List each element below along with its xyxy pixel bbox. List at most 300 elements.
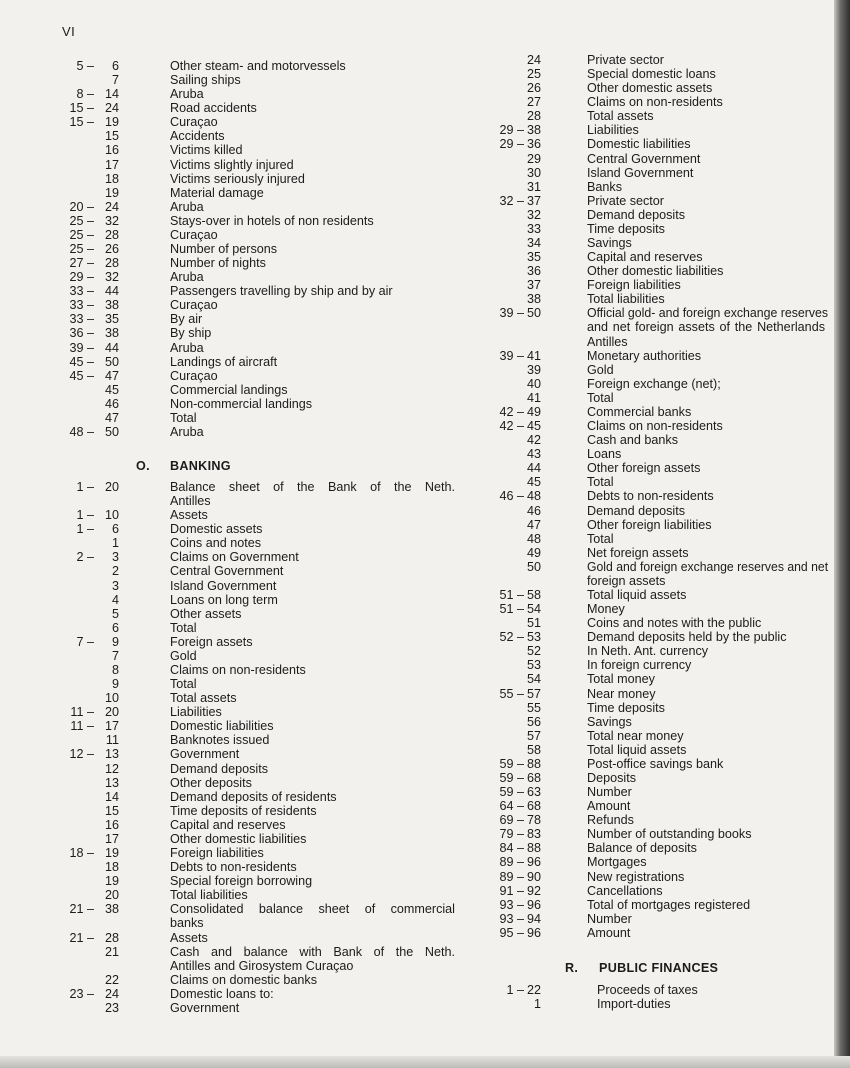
table-number-to: 47 [526,517,541,532]
table-number-to: 9 [111,634,119,649]
table-number-from: 7 – [76,634,94,649]
entry-title: Island Government [587,165,694,180]
entry-title: Passengers travelling by ship and by air [170,284,393,299]
entry-title: Other domestic assets [587,81,713,96]
table-number-from: 36 – [69,326,94,341]
table-number-to: 16 [104,143,119,158]
entry-title: Curaçao [170,298,218,313]
table-number-to: 3 [111,550,119,565]
toc-right-column-part-1 [0,53,850,940]
toc-entry [0,391,850,405]
table-number-from: 84 – [499,841,524,856]
table-number-to: 54 [526,672,541,687]
table-number-to: 6 [111,59,119,73]
toc-entry [0,109,850,123]
table-number-to: 35 [104,312,119,327]
table-number-from: 11 – [70,705,94,720]
toc-entry [0,841,850,855]
table-number-from: 12 – [69,747,94,762]
table-number-to: 19 [104,115,119,130]
table-number-to: 8 [111,663,119,678]
entry-title: foreign assets [587,573,666,588]
toc-entry [0,152,850,166]
table-number-to: 31 [526,179,541,194]
entry-title: Number [587,785,632,800]
table-number-from: 93 – [499,911,524,926]
toc-entry [0,320,850,334]
toc-entry [0,602,850,616]
section-title: PUBLIC FINANCES [599,961,719,975]
table-number-to: 44 [104,284,119,299]
table-number-to: 19 [104,185,119,200]
toc-entry [0,884,850,898]
entry-title: Private sector [587,193,664,208]
table-number-from: 93 – [499,897,524,912]
toc-entry [0,771,850,785]
table-number-to: 43 [526,447,541,462]
toc-entry [0,194,850,208]
toc-entry [0,687,850,701]
entry-title: Special domestic loans [587,67,716,82]
table-number-to: 24 [104,101,119,116]
toc-entry [0,264,850,278]
entry-title: Claims on non-residents [587,95,723,110]
table-number-to: 12 [104,761,119,776]
entry-title: Refunds [587,813,634,828]
entry-title: Other steam- and motorvessels [170,59,346,73]
entry-title: Consolidated balance sheet of commercial [170,902,455,917]
table-number-to: 37 [526,278,541,293]
table-number-to: 9 [111,677,119,692]
toc-entry [0,588,850,602]
entry-title: Other foreign assets [587,461,701,476]
entry-title: Total of mortgages registered [587,897,751,912]
entry-title: Coins and notes with the public [587,616,762,631]
table-number-to: 42 [526,433,541,448]
entry-title: Post-office savings bank [587,756,724,771]
table-number-to: 52 [526,644,541,659]
entry-title: Demand deposits held by the public [587,630,787,645]
table-number-from: 42 – [499,404,524,419]
entry-title: New registrations [587,869,685,884]
entry-title: Accidents [170,129,225,144]
table-number-from: 45 – [69,354,94,369]
toc-entry [0,574,850,588]
toc-entry [0,532,850,546]
entry-title: Deposits [587,770,636,785]
toc-entry [0,419,850,433]
entry-title: Domestic assets [170,522,263,537]
entry-title: Coins and notes [170,536,262,551]
table-number-to: 11 [105,733,119,748]
table-number-to: 7 [111,648,119,663]
table-number-to: 28 [526,109,541,124]
toc-entry [0,222,850,236]
table-number-to: 13 [104,775,119,790]
toc-entry [0,715,850,729]
entry-title: Curaçao [170,115,218,130]
table-number-to: 68 [526,770,541,785]
table-number-to: 53 [526,658,541,673]
toc-entry [0,489,850,503]
entry-title: Victims slightly injured [170,157,294,172]
toc-entry [0,560,850,574]
toc-entry [0,208,850,222]
entry-title: Other foreign liabilities [587,517,712,532]
toc-entry [0,166,850,180]
toc-entry [0,945,480,959]
entry-title: Monetary authorities [587,348,702,363]
toc-entry [0,475,850,489]
table-number-from: 32 – [499,193,524,208]
table-number-to: 25 [526,67,541,82]
entry-title: Demand deposits [587,207,686,222]
entry-title: Foreign liabilities [170,846,264,861]
entry-title: Demand deposits [170,761,269,776]
table-number-from: 15 – [69,115,94,130]
table-number-from: 64 – [499,799,524,814]
entry-title: Road accidents [170,101,257,116]
toc-entry [0,461,850,475]
toc-entry [0,616,850,630]
entry-title: Antilles [587,334,628,349]
toc-entry [0,855,850,869]
entry-title: Loans on long term [170,592,278,607]
toc-entry [0,630,850,644]
entry-title: Central Government [587,151,701,166]
table-number-to: 32 [526,207,541,222]
entry-title: Assets [170,930,208,945]
entry-title: Total [170,410,197,425]
entry-title: Material damage [170,185,264,200]
entry-title: Total [170,620,197,635]
table-number-to: 50 [526,306,541,321]
entry-title: Savings [587,236,632,251]
toc-entry [0,349,850,363]
toc-entry [0,799,850,813]
entry-title: Total [587,390,614,405]
toc-entry [0,95,850,109]
entry-title: By air [170,312,203,327]
entry-title: Number [587,911,632,926]
toc-entry [0,518,850,532]
entry-title: Sailing ships [170,73,241,88]
toc-entry [0,236,850,250]
entry-title: Claims on Government [170,550,299,565]
entry-title: Debts to non-residents [170,860,297,875]
table-number-to: 28 [104,930,119,945]
entry-title: Total [170,677,197,692]
table-number-from: 25 – [69,227,94,242]
entry-title: In foreign currency [587,658,692,673]
entry-title: Near money [587,686,656,701]
entry-title: Liabilities [587,123,639,138]
toc-entry [0,306,850,320]
table-number-to: 35 [526,250,541,265]
entry-title: Total [587,475,614,490]
entry-title: Claims on non-residents [587,419,723,434]
toc-entry [0,405,850,419]
entry-title: Curaçao [170,227,218,242]
table-number-from: 42 – [499,419,524,434]
entry-title: Domestic loans to: [170,986,274,1001]
toc-entry [0,137,850,151]
entry-title: Assets [170,508,208,523]
table-number-from: 59 – [499,785,524,800]
entry-title: Private sector [587,53,664,67]
table-number-to: 45 [526,419,541,434]
table-number-to: 27 [526,95,541,110]
toc-entry [0,959,480,973]
table-number-to: 21 [104,944,119,959]
table-number-to: 50 [104,354,119,369]
entry-title: Victims seriously injured [170,171,305,186]
toc-entry [0,180,850,194]
table-number-from: 1 – [76,480,94,494]
table-number-to: 19 [104,874,119,889]
entry-title: Time deposits [587,700,665,715]
toc-entry [0,827,850,841]
entry-title: Gold [170,648,197,663]
table-number-to: 16 [104,817,119,832]
entry-title: Capital and reserves [170,817,286,832]
table-number-to: 78 [526,813,541,828]
entry-title: Claims on non-residents [170,663,306,678]
entry-title: Other assets [170,606,242,621]
entry-title: Domestic liabilities [587,137,691,152]
table-number-to: 20 [104,705,119,720]
entry-title: Debts to non-residents [587,489,714,504]
page-binding-edge [834,0,850,1068]
table-number-to: 18 [104,860,119,875]
table-number-from: 55 – [499,686,524,701]
entry-title: Net foreign assets [587,545,689,560]
table-number-to: 17 [104,719,119,734]
table-number-to: 10 [104,508,119,523]
section-letter: O. [136,459,150,473]
toc-entry [0,377,850,391]
table-number-from: 8 – [76,87,94,102]
table-number-from: 51 – [499,602,524,617]
table-number-to: 5 [111,606,119,621]
table-number-to: 46 [526,503,541,518]
table-number-to: 32 [104,270,119,285]
table-number-to: 14 [104,87,119,102]
table-number-from: 11 – [70,719,94,734]
table-number-from: 33 – [69,312,94,327]
table-number-to: 96 [526,925,541,940]
table-number-from: 39 – [69,340,94,355]
table-number-to: 94 [526,911,541,926]
entry-title: and net foreign assets of the Netherlands [587,320,825,335]
table-number-to: 41 [526,348,541,363]
table-number-from: 2 – [76,550,94,565]
table-number-to: 26 [526,81,541,96]
entry-title: By ship [170,326,212,341]
toc-entry [0,335,850,349]
table-number-to: 90 [526,869,541,884]
entry-title: Antilles [170,494,211,509]
table-number-to: 20 [104,480,119,494]
table-number-to: 41 [526,390,541,405]
table-number-to: 38 [104,902,119,917]
entry-title: Foreign exchange (net); [587,376,721,391]
table-number-to: 38 [104,326,119,341]
entry-title: Victims killed [170,143,243,158]
entry-title: Import-duties [597,997,671,1012]
table-number-from: 1 – [76,522,94,537]
table-number-to: 45 [526,475,541,490]
table-number-to: 18 [104,171,119,186]
toc-entry [0,644,850,658]
table-number-to: 37 [526,193,541,208]
table-number-to: 28 [104,256,119,271]
toc-entry [0,785,850,799]
table-number-to: 45 [104,382,119,397]
entry-title: Island Government [170,578,277,593]
toc-entry [0,997,850,1011]
toc-entry [0,729,850,743]
toc-entry [0,672,850,686]
entry-title: Number of nights [170,256,266,271]
table-number-to: 44 [526,461,541,476]
table-number-to: 1 [533,997,541,1012]
entry-title: Mortgages [587,855,647,870]
entry-title: Official gold- and foreign exchange reserves [587,306,829,321]
toc-entry [0,123,850,137]
entry-title: Total liabilities [170,888,248,903]
entry-title: Aruba [170,270,204,285]
table-number-from: 59 – [499,756,524,771]
entry-title: Stays-over in hotels of non residents [170,213,374,228]
entry-title: Total assets [170,691,237,706]
table-number-to: 24 [104,199,119,214]
entry-title: Antilles and Girosystem Curaçao [170,958,354,973]
table-number-from: 20 – [69,199,94,214]
table-number-from: 59 – [499,770,524,785]
table-number-to: 6 [111,620,119,635]
table-number-from: 33 – [69,298,94,313]
entry-title: Proceeds of taxes [597,983,698,997]
entry-title: Number of persons [170,242,278,257]
table-number-from: 21 – [69,930,94,945]
table-number-to: 23 [104,1000,119,1015]
page-bottom-edge [0,1056,850,1068]
table-number-to: 38 [104,298,119,313]
table-number-to: 58 [526,587,541,602]
table-number-from: 29 – [69,270,94,285]
table-number-to: 20 [104,888,119,903]
entry-title: Commercial landings [170,382,288,397]
table-number-to: 39 [526,362,541,377]
entry-title: Total liquid assets [587,587,687,602]
table-number-to: 6 [111,522,119,537]
entry-title: Total liabilities [587,292,665,307]
entry-title: banks [170,916,204,931]
toc-entry [0,898,850,912]
entry-title: Capital and reserves [587,250,703,265]
entry-title: Savings [587,714,632,729]
table-number-to: 88 [526,841,541,856]
toc-right-column-part-2 [0,983,850,1011]
entry-title: Gold and foreign exchange reserves and net [587,559,829,574]
entry-title: Commercial banks [587,404,692,419]
table-number-from: 21 – [69,902,94,917]
entry-title: Money [587,602,625,617]
toc-entry [0,912,850,926]
toc-entry [0,870,850,884]
entry-title: Other domestic liabilities [587,264,724,279]
entry-title: Aruba [170,425,204,440]
entry-title: Government [170,1000,240,1015]
entry-title: Landings of aircraft [170,354,278,369]
toc-entry [0,658,850,672]
entry-title: Liabilities [170,705,222,720]
table-number-to: 53 [526,630,541,645]
entry-title: Total liquid assets [587,742,687,757]
entry-title: Amount [587,925,631,940]
table-number-from: 39 – [499,348,524,363]
toc-entry [0,67,850,81]
table-number-to: 55 [526,700,541,715]
section-letter: R. [565,961,579,975]
entry-title: Demand deposits of residents [170,789,337,804]
toc-entry [0,504,850,518]
entry-title: Number of outstanding books [587,827,752,842]
entry-title: Demand deposits [587,503,686,518]
table-number-to: 58 [526,742,541,757]
section-title: BANKING [170,459,231,473]
table-number-from: 46 – [499,489,524,504]
table-number-from: 33 – [69,284,94,299]
entry-title: Total near money [587,728,684,743]
table-number-to: 26 [104,242,119,257]
toc-entry [0,433,850,447]
table-number-to: 15 [104,803,119,818]
table-number-from: 29 – [499,137,524,152]
table-number-to: 13 [104,747,119,762]
entry-title: Other domestic liabilities [170,831,307,846]
entry-title: Claims on domestic banks [170,972,317,987]
table-number-from: 23 – [69,986,94,1001]
entry-title: Cancellations [587,883,663,898]
entry-title: Gold [587,362,614,377]
toc-entry [0,701,850,715]
toc-entry [0,292,850,306]
table-number-to: 36 [526,264,541,279]
table-number-to: 15 [104,129,119,144]
table-number-to: 3 [111,578,119,593]
table-number-to: 24 [526,53,541,67]
table-number-to: 44 [104,340,119,355]
entry-title: Balance of deposits [587,841,697,856]
entry-title: Government [170,747,240,762]
entry-title: Domestic liabilities [170,719,274,734]
table-number-to: 54 [526,602,541,617]
table-number-to: 48 [526,531,541,546]
entry-title: Cash and banks [587,433,679,448]
entry-title: Aruba [170,199,204,214]
entry-title: Aruba [170,340,204,355]
table-number-to: 56 [526,714,541,729]
table-number-to: 88 [526,756,541,771]
table-number-to: 38 [526,123,541,138]
entry-title: Special foreign borrowing [170,874,313,889]
toc-entry [0,813,850,827]
table-number-to: 48 [526,489,541,504]
entry-title: Foreign assets [170,634,253,649]
table-number-to: 33 [526,221,541,236]
